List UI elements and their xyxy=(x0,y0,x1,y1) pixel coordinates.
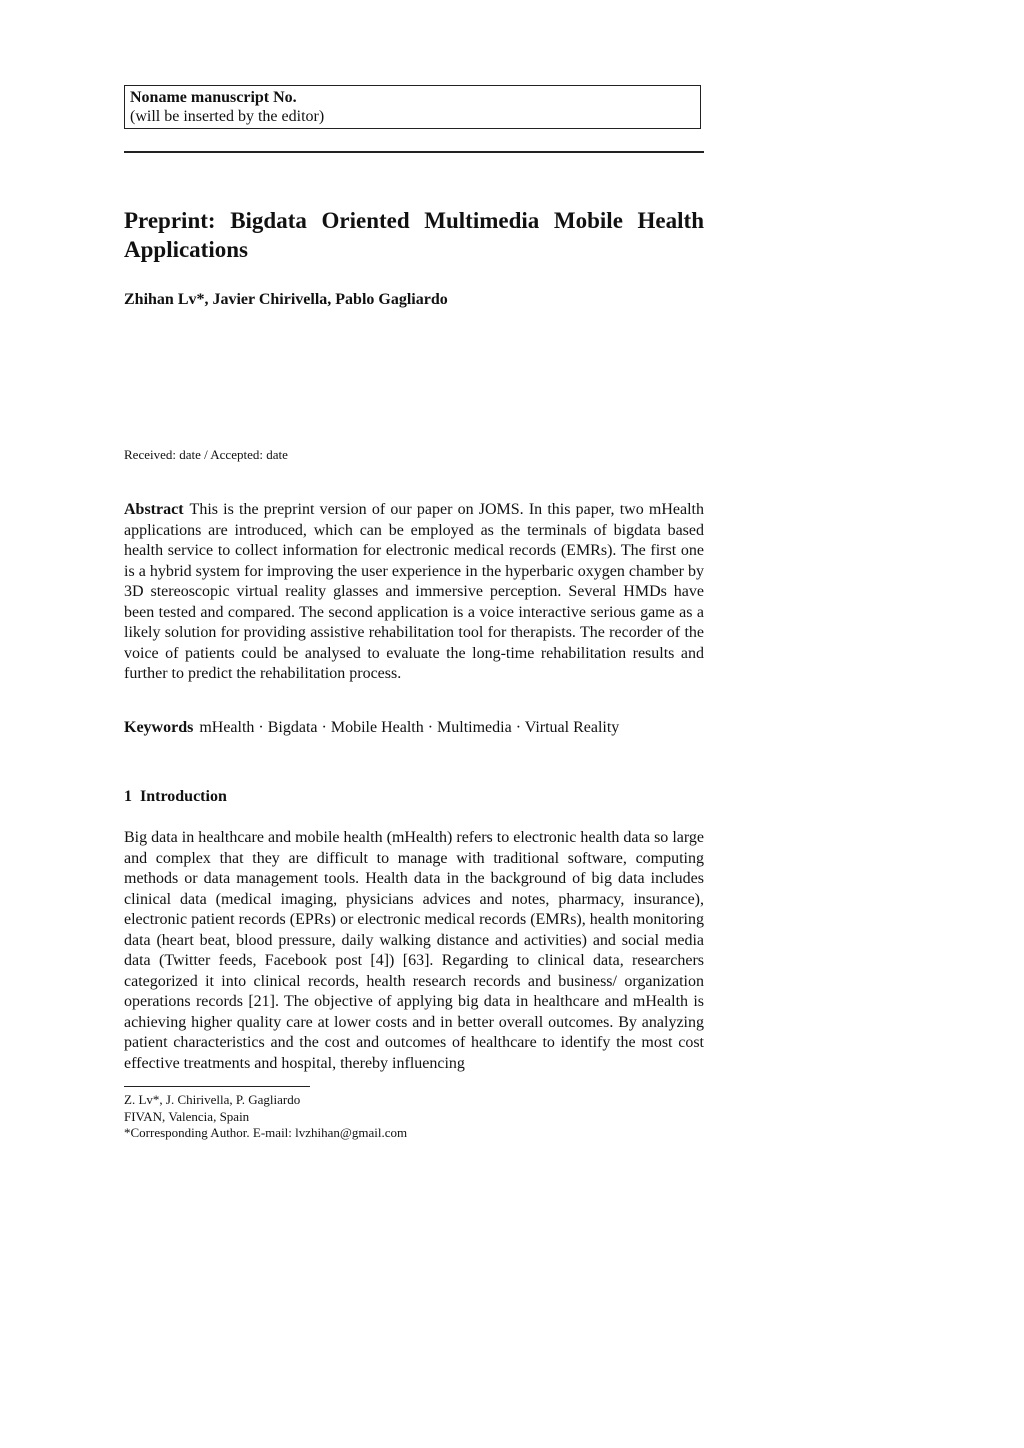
paper-title: Preprint: Bigdata Oriented Multimedia Mobile Health Applications xyxy=(124,208,704,262)
author-footnote xyxy=(124,1092,407,1142)
abstract xyxy=(124,500,704,685)
footnote-authors: Z. Lv*, J. Chirivella, P. Gagliardo xyxy=(124,1092,301,1107)
footnote-email: *Corresponding Author. E-mail: lvzhihan@gmail.com xyxy=(124,1125,408,1140)
footnote-affiliation: FIVAN, Valencia, Spain xyxy=(124,1108,250,1124)
keywords-label: Keywords xyxy=(124,719,194,736)
section-title: Introduction xyxy=(140,788,227,805)
introduction-text: Big data in healthcare and mobile health (mHealth) refers to electronic health data so large and complex that they are difficult to manage with traditional software, computing methods or data management tools. Health data in the background of big data includes clinical data (medical imaging, physicians advices and notes, pharmacy, insurance), electronic patient records (EPRs) or electronic medical records (EMRs), health monitoring data (heart beat, blood pressure, daily walking distance and activities) and social media data (Twitter feeds, Facebook post [4]) [63]. Regarding to clinical data, researchers categorized it into clinical records, health research records and business/ organization operations records [21]. The objective of applying big data in healthcare and mHealth is achieving higher quality care at lower costs and in better overall outcomes. By analyzing patient characteristics and the cost and outcomes of healthcare to identify the most cost effective treatments and hospital, thereby influencing xyxy=(124,829,704,1072)
manuscript-number: Noname manuscript No. xyxy=(130,89,297,106)
abstract-text: This is the preprint version of our paper on JOMS. In this paper, two mHealth applications are introduced, which can be employed as the terminals of bigdata based health service to collect information for electronic medical records (EMRs). The first one is a hybrid system for improving the user experience in the hyperbaric oxygen chamber by 3D stereoscopic virtual reality glasses and immersive perception. Several HMDs have been tested and compared. The second application is a voice interactive serious game as a likely solution for providing assistive rehabilitation tool for therapists. The recorder of the voice of patients could be analysed to evaluate the long-time rehabilitation results and further to predict the rehabilitation process. xyxy=(124,501,704,682)
section-heading xyxy=(124,787,227,807)
section-number: 1 xyxy=(124,788,132,805)
received-accepted-dates: Received: date / Accepted: date xyxy=(124,447,288,462)
keywords xyxy=(124,718,704,738)
header-rule xyxy=(124,151,704,153)
manuscript-info-box xyxy=(124,85,701,129)
manuscript-note: (will be inserted by the editor) xyxy=(130,108,325,125)
keywords-text: mHealth · Bigdata · Mobile Health · Multimedia · Virtual Reality xyxy=(199,719,620,736)
paper-authors: Zhihan Lv*, Javier Chirivella, Pablo Gagliardo xyxy=(124,291,448,308)
footnote-rule xyxy=(124,1086,310,1087)
abstract-label: Abstract xyxy=(124,501,184,518)
